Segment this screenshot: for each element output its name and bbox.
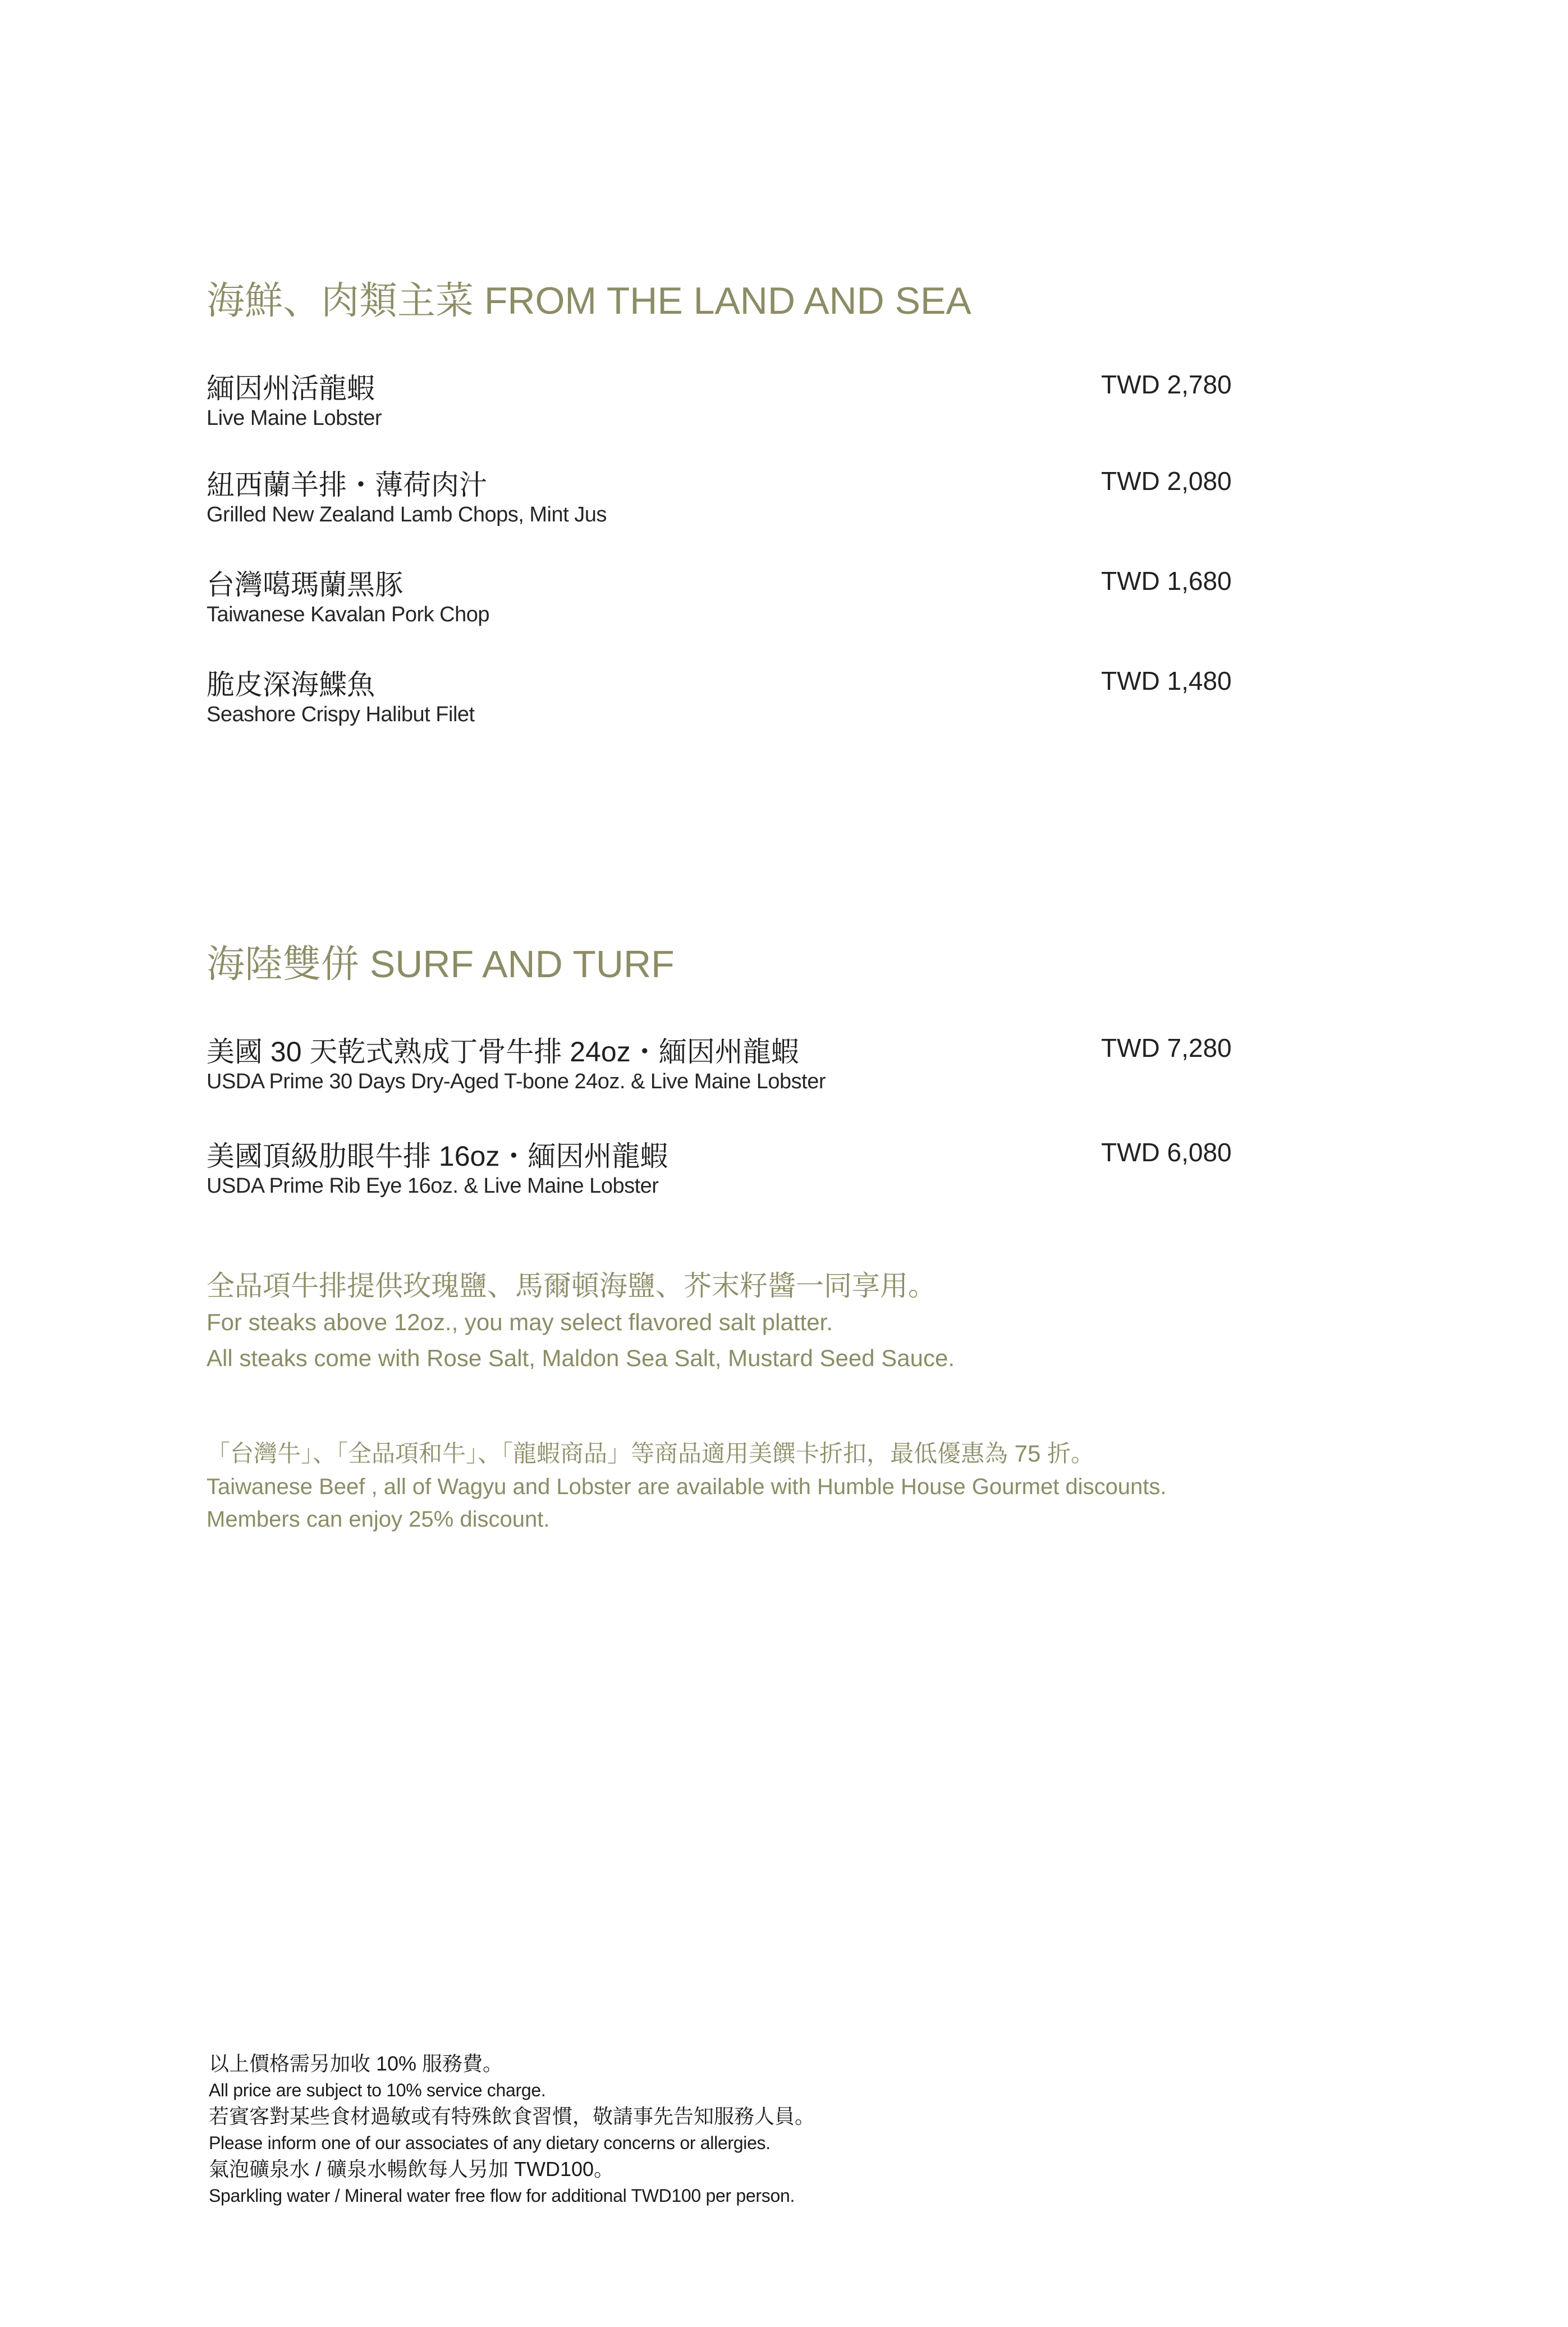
menu-item-en-name: USDA Prime Rib Eye 16oz. & Live Maine Lobster (207, 1174, 659, 1198)
allergy-notice-zh: 若賓客對某些食材過敏或有特殊飲食習慣，敬請事先告知服務人員。 (209, 2105, 815, 2128)
menu-item-en-name: Taiwanese Kavalan Pork Chop (207, 603, 490, 626)
discount-note-en-line2: Members can enjoy 25% discount. (207, 1507, 550, 1532)
discount-note (207, 1437, 1273, 1536)
menu-item-zh-name: 美國頂級肋眼牛排 16oz・緬因州龍蝦 (207, 1140, 668, 1172)
steak-note-en-line2: All steaks come with Rose Salt, Maldon Sea Salt, Mustard Seed Sauce. (207, 1345, 955, 1371)
menu-item-zh-name: 美國 30 天乾式熟成丁骨牛排 24oz・緬因州龍蝦 (207, 1036, 799, 1068)
menu-item-en-name: Live Maine Lobster (207, 406, 382, 430)
menu-item-price: TWD 1,680 (1101, 566, 1232, 596)
menu-item-zh-name: 紐西蘭羊排・薄荷肉汁 (207, 469, 487, 501)
menu-item-t-bone-lobster (207, 1029, 1239, 1097)
menu-item-en-name: Grilled New Zealand Lamb Chops, Mint Jus (207, 503, 607, 526)
steak-note-zh: 全品項牛排提供玫瑰鹽、馬爾頓海鹽、芥末籽醬一同享用。 (207, 1270, 936, 1302)
menu-item-en-name: Seashore Crispy Halibut Filet (207, 703, 475, 726)
menu-item-price: TWD 6,080 (1101, 1138, 1232, 1167)
allergy-notice-en: Please inform one of our associates of any dietary concerns or allergies. (209, 2133, 771, 2153)
menu-item-price: TWD 7,280 (1101, 1033, 1232, 1062)
menu-item-en-name: USDA Prime 30 Days Dry-Aged T-bone 24oz. & Live Maine Lobster (207, 1070, 826, 1093)
water-notice-zh: 氣泡礦泉水 / 礦泉水暢飲每人另加 TWD100。 (209, 2157, 615, 2181)
menu-item-rib-eye-lobster (207, 1134, 1239, 1201)
footer-notes (209, 2050, 1219, 2208)
menu-item-lamb-chops (207, 462, 1239, 530)
steak-condiments-note (207, 1267, 1273, 1376)
menu-item-kavalan-pork-chop (207, 562, 1239, 630)
service-charge-en: All price are subject to 10% service charge. (209, 2080, 546, 2100)
section-title-surf-and-turf: 海陸雙併 SURF AND TURF (207, 943, 675, 986)
menu-item-zh-name: 緬因州活龍蝦 (207, 373, 375, 404)
menu-item-zh-name: 脆皮深海鰈魚 (207, 669, 375, 700)
discount-note-zh: 「台灣牛」、「全品項和牛」、「龍蝦商品」等商品適用美饌卡折扣，最低優惠為 75 折。 (207, 1440, 1095, 1467)
menu-item-price: TWD 2,080 (1101, 466, 1232, 496)
discount-note-en-line1: Taiwanese Beef , all of Wagyu and Lobster are available with Humble House Gourmet discounts. (207, 1474, 1167, 1499)
section-title-land-and-sea: 海鮮、肉類主菜 FROM THE LAND AND SEA (207, 280, 971, 322)
steak-note-en-line1: For steaks above 12oz., you may select flavored salt platter. (207, 1309, 833, 1335)
menu-item-halibut-filet (207, 662, 1239, 730)
water-notice-en: Sparkling water / Mineral water free flow for additional TWD100 per person. (209, 2186, 795, 2206)
service-charge-zh: 以上價格需另加收 10% 服務費。 (209, 2052, 503, 2075)
menu-item-price: TWD 2,780 (1101, 370, 1232, 399)
menu-item-zh-name: 台灣噶瑪蘭黑豚 (207, 569, 403, 601)
menu-item-live-maine-lobster (207, 366, 1239, 433)
menu-item-price: TWD 1,480 (1101, 666, 1232, 695)
